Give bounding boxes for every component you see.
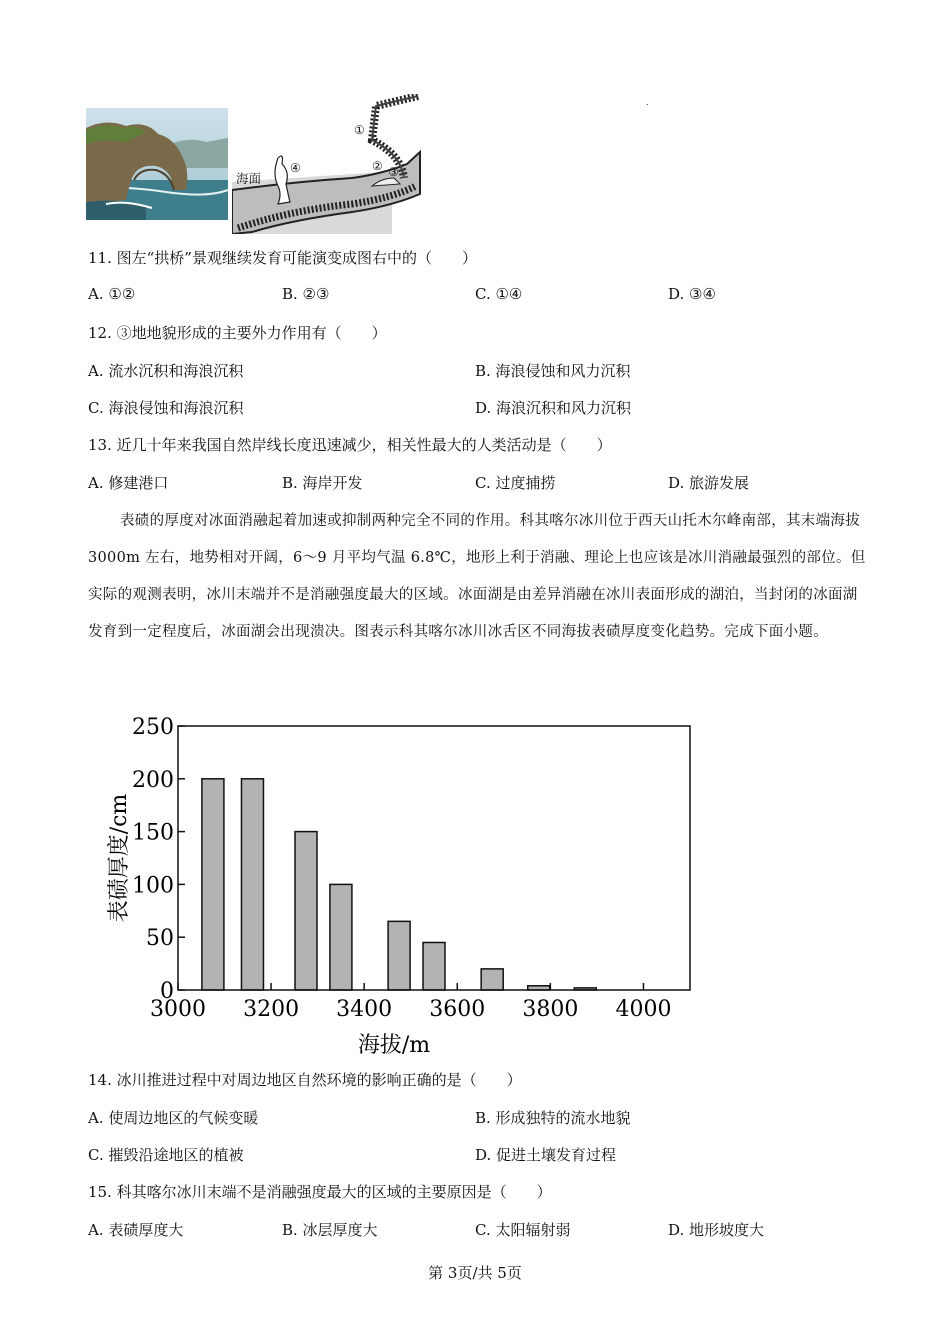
x-tick-label: 4000 [615,997,672,1022]
q12-stem: 12. ③地地貌形成的主要外力作用有（ ） [88,324,387,342]
q12-option-d[interactable]: D. 海浪沉积和风力沉积 [475,399,632,417]
bar-3350 [330,884,352,990]
bar-3550 [423,942,445,990]
q14-option-d[interactable]: D. 促进土壤发育过程 [475,1146,617,1164]
q15-stem: 15. 科其喀尔冰川末端不是消融强度最大的区域的主要原因是（ ） [88,1183,552,1201]
y-axis-label: 表碛厚度/cm [107,793,132,923]
q12-option-b[interactable]: B. 海浪侵蚀和风力沉积 [475,362,631,380]
coastal-landform-diagram [232,94,427,234]
q11-option-d[interactable]: D. ③④ [668,285,716,303]
x-tick-label: 3000 [150,997,206,1022]
q14-option-c[interactable]: C. 摧毁沿途地区的植被 [88,1146,244,1164]
q11-stem: 11. 图左“拱桥”景观继续发育可能演变成图右中的（ ） [88,249,477,267]
x-tick-label: 3400 [336,997,393,1022]
q12-option-c[interactable]: C. 海浪侵蚀和海浪沉积 [88,399,244,417]
page-footer: 第 3页/共 5页 [428,1264,522,1282]
moraine-thickness-chart [96,708,706,1063]
q12-option-a[interactable]: A. 流水沉积和海浪沉积 [88,362,244,380]
y-tick-label: 200 [132,767,174,793]
q11-option-a[interactable]: A. ①② [88,285,136,303]
q13-option-d[interactable]: D. 旅游发展 [668,474,750,492]
y-tick-label: 100 [132,873,174,899]
y-tick-label: 250 [132,715,174,740]
bar-3275 [295,832,317,990]
x-tick-label: 3800 [522,997,579,1022]
q13-option-c[interactable]: C. 过度捕捞 [475,474,556,492]
x-tick-label: 3200 [243,997,300,1022]
sea-label: 海面 [236,171,262,186]
q13-stem: 13. 近几十年来我国自然岸线长度迅速减少，相关性最大的人类活动是（ ） [88,436,612,454]
bar-3475 [388,921,410,990]
q15-option-b[interactable]: B. 冰层厚度大 [282,1221,378,1239]
q15-option-a[interactable]: A. 表碛厚度大 [88,1221,184,1239]
q15-option-c[interactable]: C. 太阳辐射弱 [475,1221,571,1239]
y-tick-label: 150 [132,820,174,846]
marker-2: ② [372,159,383,173]
q13-option-a[interactable]: A. 修建港口 [88,474,169,492]
q14-option-b[interactable]: B. 形成独特的流水地貌 [475,1109,631,1127]
bar-3675 [481,969,503,990]
q15-option-d[interactable]: D. 地形坡度大 [668,1221,765,1239]
q11-option-b[interactable]: B. ②③ [282,285,330,303]
y-tick-label: 50 [146,926,174,952]
sea-arch-photo [86,108,228,220]
chart-svg [96,708,706,1063]
bar-3160 [241,779,263,990]
q14-option-a[interactable]: A. 使周边地区的气候变暖 [88,1109,259,1127]
marker-3: ③ [388,165,399,179]
q14-stem: 14. 冰川推进过程中对周边地区自然环境的影响正确的是（ ） [88,1071,522,1089]
bar-3075 [202,779,224,990]
dot-mark: . [646,98,649,107]
y-tick-label: 0 [160,979,174,1004]
q11-option-c[interactable]: C. ①④ [475,285,523,303]
x-axis-label: 海拔/m [357,1033,431,1058]
marker-1: ① [354,123,365,137]
reading-passage: 表碛的厚度对冰面消融起着加速或抑制两种完全不同的作用。科其喀尔冰川位于西天山托木尔峰南部，其末端海拔 3000m 左右，地势相对开阔，6～9 月平均气温 6.8℃，地形上利于消融、理论上也应该是冰川消融最强烈的部位。但实际的观测表明，冰川末端并不是消融强度最大的区域。冰面湖是由差异消融在冰川表面形成的湖泊，当封闭的冰面湖发育到一定程度后，冰面湖会出现溃决。图表示科其喀尔冰川冰舌区不同海拔表碛厚度变化趋势。完成下面小题。 [88,513,866,640]
marker-4: ④ [290,161,301,175]
x-tick-label: 3600 [429,997,486,1022]
q13-option-b[interactable]: B. 海岸开发 [282,474,363,492]
